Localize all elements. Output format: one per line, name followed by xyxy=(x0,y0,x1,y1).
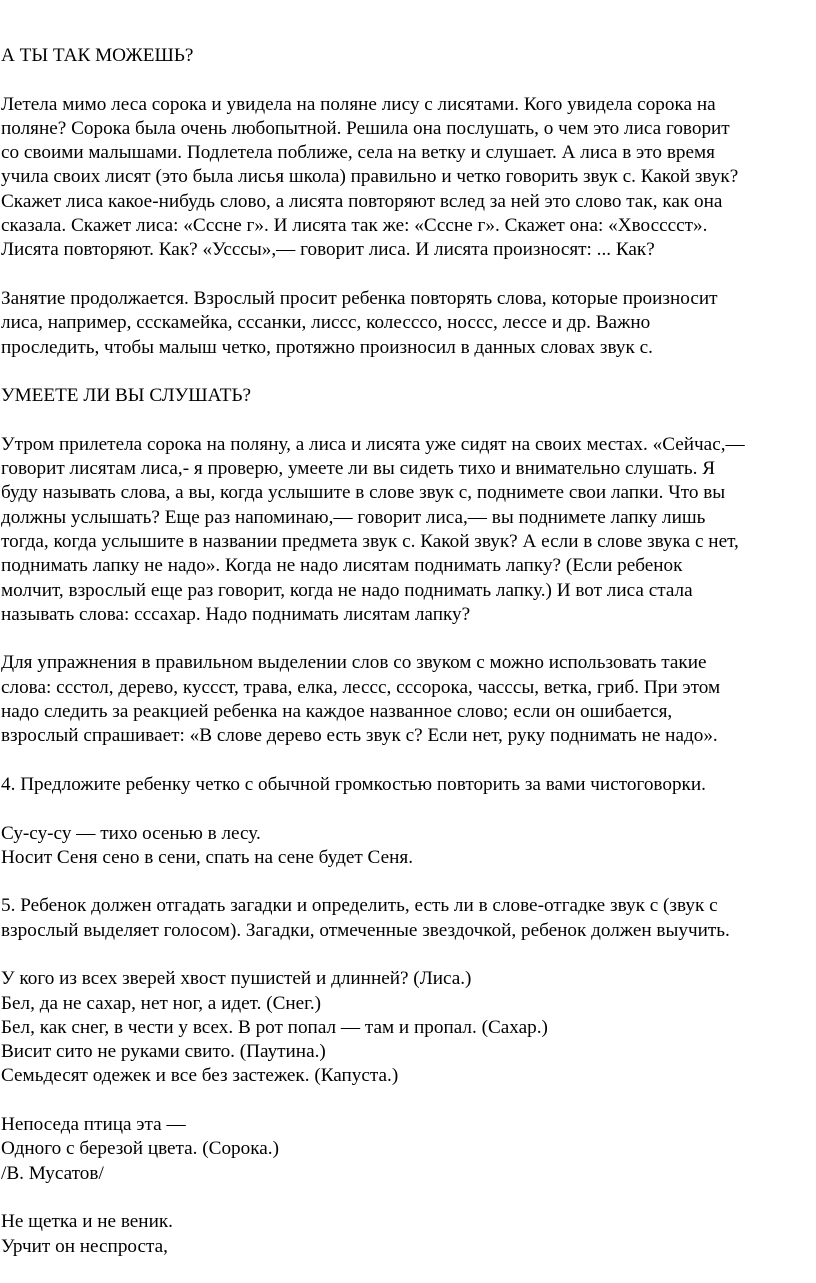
text-line: называть слова: сссахар. Надо поднимать лисятам лапку? xyxy=(1,603,471,625)
text-line: Занятие продолжается. Взрослый просит ребенка повторять слова, которые произносит xyxy=(1,287,718,309)
text-line: слова: ссстол, дерево, куссст, трава, елка, лессс, сссорока, часссы, ветка, гриб. При этом xyxy=(1,676,721,698)
text-line: Бел, как снег, в чести у всех. В рот попал — там и пропал. (Сахар.) xyxy=(1,1016,548,1038)
paragraph xyxy=(1,822,816,871)
text-line: лиса, например, ссскамейка, сссанки, лиссс, колесссо, носсс, лессе и др. Важно xyxy=(1,312,651,334)
text-line: Одного с березой цвета. (Сорока.) xyxy=(1,1138,279,1160)
text-line: Су-су-су — тихо осенью в лесу. xyxy=(1,822,261,844)
text-line: Лисята повторяют. Как? «Усссы»,— говорит лиса. И лисята произносят: ... Как? xyxy=(1,239,655,261)
text-line: УМЕЕТЕ ЛИ ВЫ СЛУШАТЬ? xyxy=(1,385,252,407)
text-line: сказала. Скажет лиса: «Сссне г». И лисята так же: «Сссне г». Скажет она: «Хвосссст». xyxy=(1,215,708,237)
text-line: со своими малышами. Подлетела поближе, села на ветку и слушает. А лиса в это время xyxy=(1,142,715,164)
paragraph xyxy=(1,287,816,360)
text-line: поднимать лапку не надо». Когда не надо лисятам поднимать лапку? (Если ребенок xyxy=(1,555,683,577)
text-line: 5. Ребенок должен отгадать загадки и определить, есть ли в слове-отгадке звук с (звук с xyxy=(1,895,718,917)
paragraph xyxy=(1,1210,816,1259)
text-line: Не щетка и не веник. xyxy=(1,1211,173,1233)
text-line: взрослый спрашивает: «В слове дерево есть звук с? Если нет, руку поднимать не надо». xyxy=(1,725,718,747)
text-line: У кого из всех зверей хвост пушистей и длинней? (Лиса.) xyxy=(1,968,472,990)
text-line: Скажет лиса какое-нибудь слово, а лисята повторяют вслед за ней это слово так, как она xyxy=(1,190,723,212)
text-line: /В. Мусатов/ xyxy=(1,1162,104,1184)
text-line: 4. Предложите ребенку четко с обычной громкостью повторить за вами чистоговорки. xyxy=(1,773,706,795)
text-line: Летела мимо леса сорока и увидела на поляне лису с лисятами. Кого увидела сорока на xyxy=(1,93,716,115)
text-line: должны услышать? Еще раз напоминаю,— говорит лиса,— вы поднимете лапку лишь xyxy=(1,506,706,528)
text-line: А ТЫ ТАК МОЖЕШЬ? xyxy=(1,45,194,66)
text-line: Урчит он неспроста, xyxy=(1,1235,168,1257)
text-line: Для упражнения в правильном выделении слов со звуком с можно использовать такие xyxy=(1,652,707,674)
text-line: Висит сито не руками свито. (Паутина.) xyxy=(1,1041,326,1063)
text-line: тогда, когда услышите в названии предмета звук с. Какой звук? А если в слове звука с нет, xyxy=(1,530,739,552)
text-line: взрослый выделяет голосом). Загадки, отмеченные звездочкой, ребенок должен выучить. xyxy=(1,919,730,941)
text-line: говорит лисятам лиса,- я проверю, умеете ли вы сидеть тихо и внимательно слушать. Я xyxy=(1,458,716,480)
paragraph xyxy=(1,1113,816,1186)
text-line: Утром прилетела сорока на поляну, а лиса и лисята уже сидят на своих местах. «Сейчас,— xyxy=(1,433,745,455)
paragraph xyxy=(1,651,816,748)
text-line: Непоседа птица эта — xyxy=(1,1114,186,1136)
paragraph xyxy=(1,433,816,627)
paragraph xyxy=(1,967,816,1088)
text-line: проследить, чтобы малыш четко, протяжно произносил в данных словах звук с. xyxy=(1,336,653,358)
paragraph xyxy=(1,93,816,263)
paragraph xyxy=(1,773,816,797)
text-line: поляне? Сорока была очень любопытной. Решила она послушать, о чем это лиса говорит xyxy=(1,117,730,139)
text-line: молчит, взрослый еще раз говорит, когда не надо поднимать лапку.) И вот лиса стала xyxy=(1,579,693,601)
paragraph xyxy=(1,44,816,68)
text-line: Носит Сеня сено в сени, спать на сене будет Сеня. xyxy=(1,846,413,868)
text-line: учила своих лисят (это была лисья школа) правильно и четко говорить звук с. Какой звук? xyxy=(1,166,739,188)
document-page xyxy=(0,44,816,1283)
paragraph xyxy=(1,894,816,943)
text-line: буду называть слова, а вы, когда услышите в слове звук с, поднимете свои лапки. Что вы xyxy=(1,482,726,504)
paragraph xyxy=(1,384,816,408)
text-line: Семьдесят одежек и все без застежек. (Капуста.) xyxy=(1,1065,399,1087)
text-line: Бел, да не сахар, нет ног, а идет. (Снег.) xyxy=(1,992,322,1014)
text-line: надо следить за реакцией ребенка на каждое названное слово; если он ошибается, xyxy=(1,701,673,723)
